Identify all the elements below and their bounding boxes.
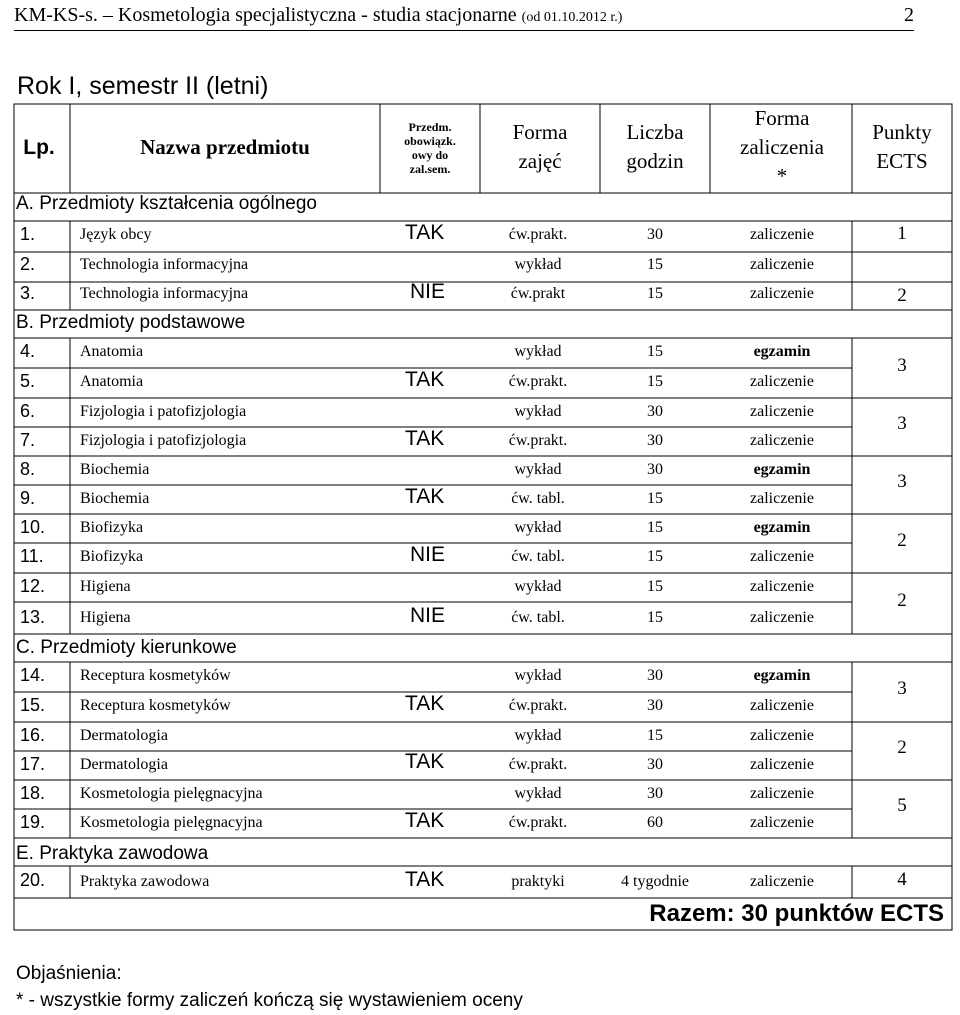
obligatory-mark: NIE <box>410 280 446 303</box>
ects-value: 1 <box>897 223 907 244</box>
row-zaliczenie: zaliczenie <box>750 727 814 744</box>
row-name: Fizjologia i patofizjologia <box>80 432 247 449</box>
row-zaliczenie: zaliczenie <box>750 403 814 420</box>
row-hours: 30 <box>647 403 663 420</box>
row-lp: 5. <box>20 371 36 391</box>
row-name: Receptura kosmetyków <box>80 697 231 714</box>
title-main: KM-KS-s. – Kosmetologia specjalistyczna - studia stacjonarne <box>14 4 522 26</box>
row-name: Higiena <box>80 578 131 595</box>
row-lp: 7. <box>20 430 36 450</box>
row-hours: 15 <box>647 285 663 302</box>
row-zaliczenie: zaliczenie <box>750 578 814 595</box>
section-practice: E. Praktyka zawodowa <box>16 843 209 864</box>
obligatory-mark: NIE <box>410 543 446 566</box>
row-hours: 30 <box>647 667 663 684</box>
row-form: wykład <box>514 403 562 420</box>
row-lp: 12. <box>20 576 46 596</box>
col-obligatory-l2: obowiązk. <box>404 134 456 148</box>
ects-value: 3 <box>897 413 907 434</box>
row-form: wykład <box>514 667 562 684</box>
col-zaliczenie <box>712 104 852 191</box>
row-hours: 60 <box>647 814 663 831</box>
row-form: ćw. tabl. <box>511 548 565 565</box>
col-lp: Lp. <box>23 136 55 159</box>
obligatory-mark: TAK <box>405 750 445 773</box>
ects-value: 3 <box>897 355 907 376</box>
row-zaliczenie: zaliczenie <box>750 609 814 626</box>
row-lp: 2. <box>20 254 36 274</box>
col-zal-l2: zaliczenia <box>740 135 824 159</box>
ects-total: Razem: 30 punktów ECTS <box>649 900 944 927</box>
notes-title: Objaśnienia: <box>16 963 122 984</box>
row-lp: 14. <box>20 665 46 685</box>
row-form: ćw.prakt. <box>508 814 568 831</box>
row-name: Anatomia <box>80 373 144 390</box>
row-form: wykład <box>514 256 562 273</box>
row-form: wykład <box>514 519 562 536</box>
obligatory-mark: TAK <box>405 809 445 832</box>
row-form: wykład <box>514 343 562 360</box>
row-hours: 15 <box>647 519 663 536</box>
col-obligatory-l3: owy do <box>411 148 449 162</box>
row-lp: 18. <box>20 783 46 803</box>
row-lp: 13. <box>20 607 46 627</box>
row-zaliczenie: egzamin <box>753 667 811 684</box>
col-hours-l2: godzin <box>626 149 684 173</box>
row-lp: 20. <box>20 870 46 890</box>
col-hours <box>600 118 710 176</box>
col-forma-l1: Forma <box>512 120 568 144</box>
row-name: Dermatologia <box>80 756 168 773</box>
row-zaliczenie: zaliczenie <box>750 226 814 243</box>
row-zaliczenie: zaliczenie <box>750 548 814 565</box>
row-form: ćw.prakt. <box>508 373 568 390</box>
row-name: Fizjologia i patofizjologia <box>80 403 247 420</box>
row-name: Technologia informacyjna <box>80 256 249 273</box>
title-date: (od 01.10.2012 r.) <box>521 10 623 25</box>
row-hours: 30 <box>647 756 663 773</box>
row-hours: 30 <box>647 461 663 478</box>
ects-value: 2 <box>897 285 907 306</box>
semester-title: Rok I, semestr II (letni) <box>17 72 269 100</box>
row-lp: 3. <box>20 283 36 303</box>
row-zaliczenie: zaliczenie <box>750 432 814 449</box>
row-zaliczenie: zaliczenie <box>750 697 814 714</box>
col-forma <box>480 118 600 176</box>
notes <box>16 960 523 1014</box>
section-general: A. Przedmioty kształcenia ogólnego <box>16 193 317 214</box>
obligatory-mark: TAK <box>405 221 445 244</box>
row-name: Anatomia <box>80 343 144 360</box>
notes-text: * - wszystkie formy zaliczeń kończą się wystawieniem oceny <box>16 990 523 1011</box>
row-hours: 15 <box>647 490 663 507</box>
document-header <box>14 4 914 31</box>
col-obligatory <box>380 120 480 176</box>
ects-value: 5 <box>897 795 907 816</box>
page-number: 2 <box>904 4 914 26</box>
row-lp: 19. <box>20 812 46 832</box>
col-zal-l1: Forma <box>754 106 810 130</box>
row-form: wykład <box>514 578 562 595</box>
col-obligatory-l1: Przedm. <box>408 120 452 134</box>
row-hours: 15 <box>647 727 663 744</box>
row-form: ćw. tabl. <box>511 490 565 507</box>
document-title <box>14 4 622 27</box>
row-zaliczenie: egzamin <box>753 519 811 536</box>
col-ects <box>852 118 952 176</box>
ects-value: 3 <box>897 678 907 699</box>
row-hours: 15 <box>647 373 663 390</box>
row-name: Biofizyka <box>80 519 144 536</box>
ects-value: 3 <box>897 471 907 492</box>
row-name: Dermatologia <box>80 727 168 744</box>
col-ects-l1: Punkty <box>872 120 932 144</box>
row-zaliczenie: zaliczenie <box>750 756 814 773</box>
row-hours: 30 <box>647 432 663 449</box>
obligatory-mark: TAK <box>405 692 445 715</box>
row-hours: 30 <box>647 785 663 802</box>
row-zaliczenie: zaliczenie <box>750 285 814 302</box>
row-form: ćw.prakt. <box>508 226 568 243</box>
row-name: Kosmetologia pielęgnacyjna <box>80 785 263 802</box>
row-lp: 11. <box>20 546 44 566</box>
row-zaliczenie: zaliczenie <box>750 814 814 831</box>
obligatory-mark: NIE <box>410 604 446 627</box>
row-hours: 30 <box>647 226 663 243</box>
row-lp: 6. <box>20 401 36 421</box>
col-obligatory-l4: zal.sem. <box>409 162 451 176</box>
obligatory-mark: TAK <box>405 427 445 450</box>
row-form: ćw. tabl. <box>511 609 565 626</box>
row-name: Biochemia <box>80 461 150 478</box>
row-hours: 15 <box>647 256 663 273</box>
row-name: Biofizyka <box>80 548 144 565</box>
row-name: Receptura kosmetyków <box>80 667 231 684</box>
section-basic: B. Przedmioty podstawowe <box>16 312 246 333</box>
row-hours: 4 tygodnie <box>621 873 689 890</box>
row-hours: 15 <box>647 548 663 565</box>
obligatory-mark: TAK <box>405 485 445 508</box>
row-lp: 15. <box>20 695 46 715</box>
row-zaliczenie: zaliczenie <box>750 873 814 890</box>
row-hours: 15 <box>647 609 663 626</box>
row-zaliczenie: egzamin <box>753 461 811 478</box>
row-form: praktyki <box>511 873 565 890</box>
row-lp: 4. <box>20 341 36 361</box>
row-form: ćw.prakt. <box>508 432 568 449</box>
row-lp: 8. <box>20 459 36 479</box>
row-hours: 15 <box>647 343 663 360</box>
obligatory-mark: TAK <box>405 368 445 391</box>
section-major: C. Przedmioty kierunkowe <box>16 637 237 658</box>
row-name: Język obcy <box>80 226 152 243</box>
col-zal-l3: * <box>776 164 788 188</box>
row-name: Technologia informacyjna <box>80 285 249 302</box>
col-ects-l2: ECTS <box>876 149 928 173</box>
row-form: wykład <box>514 727 562 744</box>
row-zaliczenie: zaliczenie <box>750 373 814 390</box>
row-lp: 9. <box>20 488 36 508</box>
ects-value: 2 <box>897 737 907 758</box>
row-form: ćw.prakt. <box>508 697 568 714</box>
col-hours-l1: Liczba <box>626 120 684 144</box>
ects-value: 2 <box>897 590 907 611</box>
row-form: ćw.prakt <box>510 285 566 302</box>
row-hours: 15 <box>647 578 663 595</box>
row-form: ćw.prakt. <box>508 756 568 773</box>
row-lp: 16. <box>20 725 46 745</box>
row-name: Higiena <box>80 609 131 626</box>
obligatory-mark: TAK <box>405 868 445 891</box>
row-zaliczenie: zaliczenie <box>750 490 814 507</box>
row-zaliczenie: egzamin <box>753 343 811 360</box>
row-zaliczenie: zaliczenie <box>750 785 814 802</box>
row-lp: 17. <box>20 754 46 774</box>
col-name: Nazwa przedmiotu <box>140 135 310 159</box>
row-zaliczenie: zaliczenie <box>750 256 814 273</box>
ects-value: 4 <box>897 869 907 890</box>
row-name: Praktyka zawodowa <box>80 873 210 890</box>
row-lp: 1. <box>20 224 36 244</box>
row-name: Biochemia <box>80 490 150 507</box>
row-lp: 10. <box>20 517 46 537</box>
row-name: Kosmetologia pielęgnacyjna <box>80 814 263 831</box>
row-form: wykład <box>514 785 562 802</box>
row-hours: 30 <box>647 697 663 714</box>
row-form: wykład <box>514 461 562 478</box>
ects-value: 2 <box>897 530 907 551</box>
col-forma-l2: zajęć <box>518 149 562 173</box>
